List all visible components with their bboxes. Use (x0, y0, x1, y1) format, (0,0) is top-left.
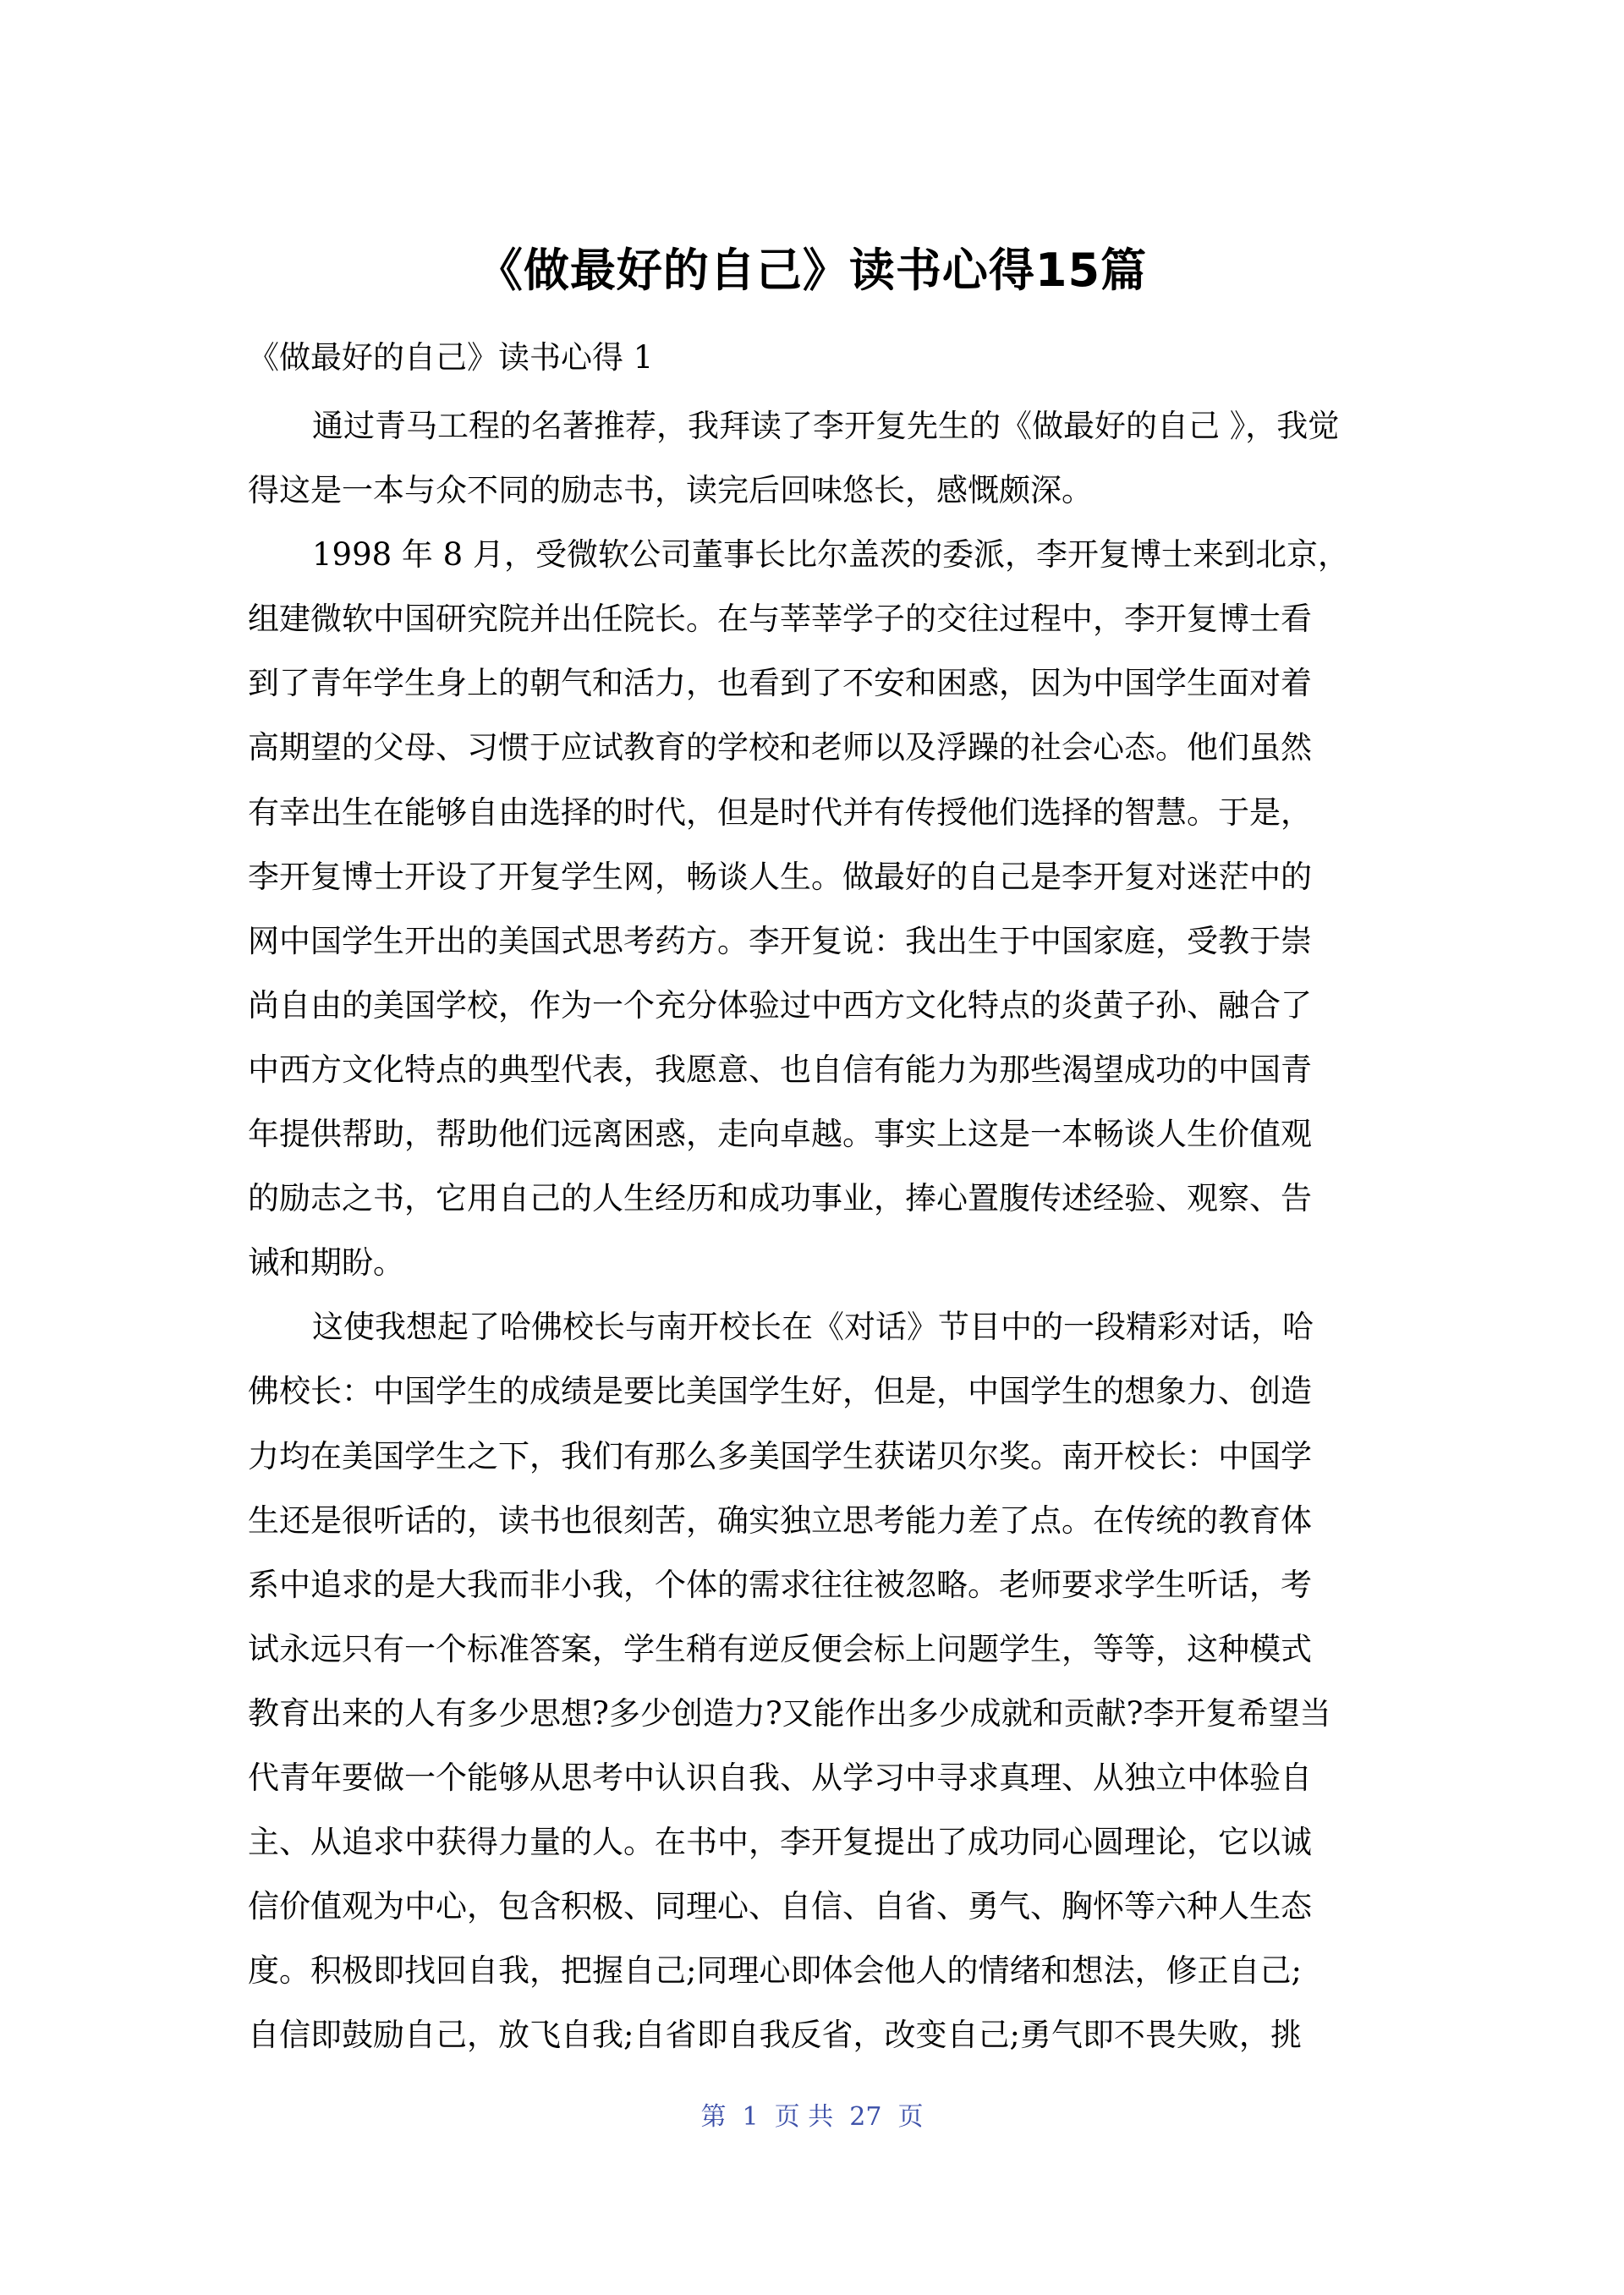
text-line: 代青年要做一个能够从思考中认识自我、从学习中寻求真理、从独立中体验自 (248, 1759, 1312, 1796)
text-line: 佛校长：中国学生的成绩是要比美国学生好，但是，中国学生的想象力、创造 (248, 1373, 1312, 1410)
text-line: 的励志之书，它用自己的人生经历和成功事业，捧心置腹传述经验、观察、告 (248, 1180, 1312, 1217)
text-line: 1998 年 8 月，受微软公司董事长比尔盖茨的委派，李开复博士来到北京， (312, 536, 1349, 574)
body-text (248, 394, 1378, 2067)
text-line: 自信即鼓励自己，放飞自我;自省即自我反省，改变自己;勇气即不畏失败，挑 (248, 2017, 1302, 2054)
text-line: 中西方文化特点的典型代表，我愿意、也自信有能力为那些渴望成功的中国青 (248, 1051, 1312, 1088)
text-line: 诫和期盼。 (248, 1244, 404, 1282)
text-line: 通过青马工程的名著推荐，我拜读了李开复先生的《做最好的自己 》，我觉 (312, 408, 1340, 444)
text-line: 尚自由的美国学校，作为一个充分体验过中西方文化特点的炎黄子孙、融合了 (248, 986, 1312, 1024)
section-heading: 《做最好的自己》读书心得 1 (248, 339, 654, 376)
text-line: 度。积极即找回自我，把握自己;同理心即体会他人的情绪和想法，修正自己; (248, 1952, 1302, 1990)
text-line: 主、从追求中获得力量的人。在书中，李开复提出了成功同心圆理论，它以诚 (248, 1824, 1312, 1861)
text-line: 年提供帮助，帮助他们远离困惑，走向卓越。事实上这是一本畅谈人生价值观 (248, 1116, 1312, 1153)
text-line: 系中追求的是大我而非小我，个体的需求往往被忽略。老师要求学生听话，考 (248, 1566, 1312, 1603)
text-line: 李开复博士开设了开复学生网，畅谈人生。做最好的自己是李开复对迷茫中的 (248, 858, 1312, 895)
text-line: 力均在美国学生之下，我们有那么多美国学生获诺贝尔奖。南开校长：中国学 (248, 1437, 1312, 1474)
page-number-footer: 第 1 页 共 27 页 (700, 2102, 924, 2132)
text-line: 信价值观为中心，包含积极、同理心、自信、自省、勇气、胸怀等六种人生态 (248, 1888, 1312, 1925)
text-line: 网中国学生开出的美国式思考药方。李开复说：我出生于中国家庭，受教于崇 (248, 922, 1312, 959)
text-line: 生还是很听话的，读书也很刻苦，确实独立思考能力差了点。在传统的教育体 (248, 1502, 1312, 1539)
text-line: 这使我想起了哈佛校长与南开校长在《对话》节目中的一段精彩对话，哈 (312, 1309, 1314, 1346)
text-line: 组建微软中国研究院并出任院长。在与莘莘学子的交往过程中，李开复博士看 (248, 601, 1312, 638)
text-line: 试永远只有一个标准答案，学生稍有逆反便会标上问题学生，等等，这种模式 (248, 1630, 1312, 1667)
text-line: 有幸出生在能够自由选择的时代，但是时代并有传授他们选择的智慧。于是， (248, 793, 1312, 831)
document-title: 《做最好的自己》读书心得15篇 (476, 244, 1148, 297)
text-line: 高期望的父母、习惯于应试教育的学校和老师以及浮躁的社会心态。他们虽然 (248, 729, 1312, 766)
text-line: 得这是一本与众不同的励志书，读完后回味悠长，感慨颇深。 (248, 472, 1093, 509)
text-line: 教育出来的人有多少思想?多少创造力?又能作出多少成就和贡献?李开复希望当 (248, 1694, 1331, 1732)
text-line: 到了青年学生身上的朝气和活力，也看到了不安和困惑，因为中国学生面对着 (248, 665, 1312, 702)
